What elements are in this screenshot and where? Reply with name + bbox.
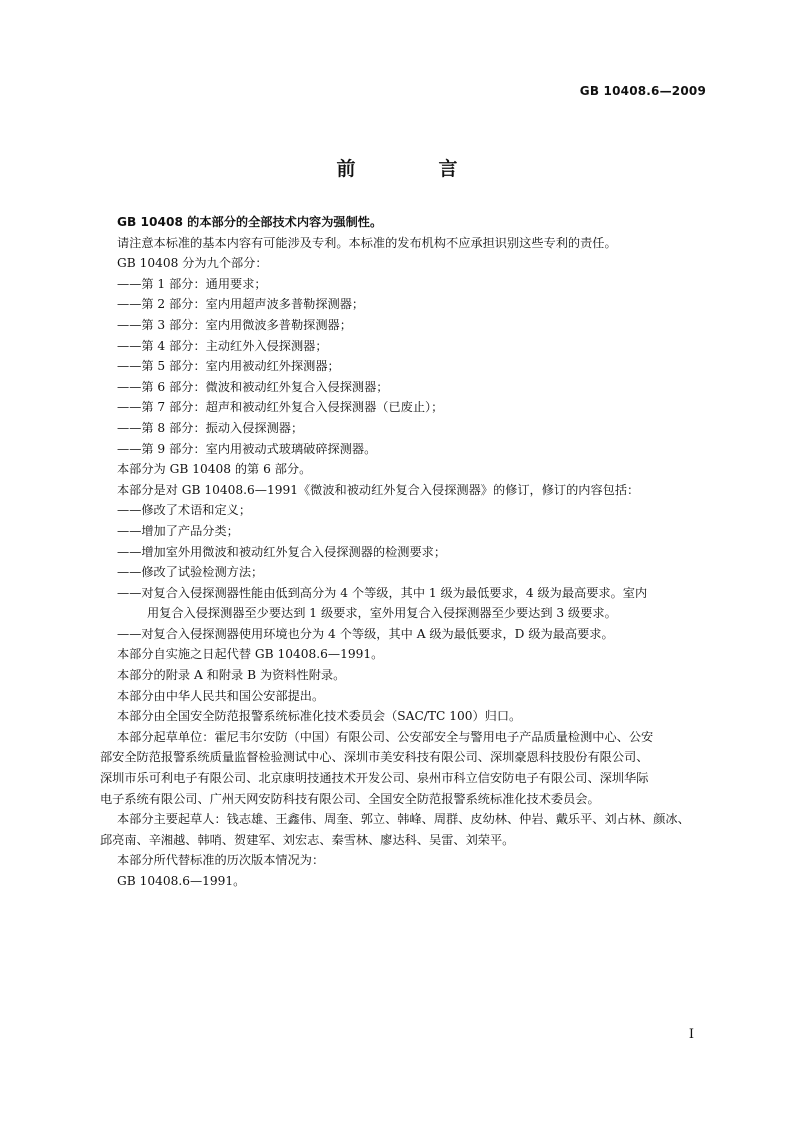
foreword-line: 本部分自实施之日起代替 GB 10408.6—1991。	[117, 647, 384, 662]
foreword-line: 本部分为 GB 10408 的第 6 部分。	[117, 462, 312, 477]
foreword-line: ——对复合入侵探测器使用环境也分为 4 个等级，其中 A 级为最低要求，D 级为最高要求。	[117, 626, 614, 641]
foreword-line: ——第 4 部分：主动红外入侵探测器；	[117, 338, 328, 353]
foreword-line: GB 10408 的本部分的全部技术内容为强制性。	[117, 215, 383, 229]
foreword-line: ——增加室外用微波和被动红外复合入侵探测器的检测要求；	[117, 544, 447, 559]
foreword-line: 本部分所代替标准的历次版本情况为：	[117, 853, 325, 868]
foreword-line: GB 10408 分为九个部分：	[117, 256, 268, 271]
foreword-line: GB 10408.6—1991。	[117, 874, 246, 888]
foreword-line: ——第 2 部分：室内用超声波多普勒探测器；	[117, 297, 365, 312]
foreword-line: ——第 1 部分：通用要求；	[117, 276, 267, 291]
foreword-line: ——增加了产品分类；	[117, 523, 239, 538]
document-number: GB 10408.6—2009	[579, 84, 706, 98]
foreword-line: 深圳市乐可利电子有限公司、北京康明技通技术开发公司、泉州市科立信安防电子有限公司、深圳华际	[100, 771, 649, 786]
foreword-line: 本部分由中华人民共和国公安部提出。	[117, 688, 325, 703]
foreword-line: ——第 9 部分：室内用被动式玻璃破碎探测器。	[117, 441, 377, 456]
page-title: 前 言	[336, 158, 490, 180]
foreword-line: 用复合入侵探测器至少要达到 1 级要求，室外用复合入侵探测器至少要达到 3 级要求。	[147, 606, 617, 621]
foreword-line: ——第 3 部分：室内用微波多普勒探测器；	[117, 317, 352, 332]
foreword-line: 本部分由全国安全防范报警系统标准化技术委员会（SAC/TC 100）归口。	[117, 709, 522, 724]
foreword-line: ——修改了试验检测方法；	[117, 565, 264, 580]
foreword-line: 电子系统有限公司、广州天网安防科技有限公司、全国安全防范报警系统标准化技术委员会。	[100, 791, 600, 806]
foreword-line: 本部分主要起草人：钱志雄、王鑫伟、周奎、郭立、韩峰、周群、皮幼林、仲岩、戴乐平、刘占林、颜冰、	[117, 812, 690, 827]
foreword-line: ——第 7 部分：超声和被动红外复合入侵探测器（已废止）；	[117, 400, 444, 415]
foreword-line: 邱亮南、辛湘越、韩哨、贺建军、刘宏志、秦雪林、廖达科、吴雷、刘荣平。	[100, 832, 515, 847]
foreword-line: ——第 6 部分：微波和被动红外复合入侵探测器；	[117, 379, 389, 394]
foreword-line: ——对复合入侵探测器性能由低到高分为 4 个等级，其中 1 级为最低要求，4 级为最高要求。室内	[117, 585, 648, 600]
foreword-line: 本部分的附录 A 和附录 B 为资料性附录。	[117, 668, 346, 683]
foreword-line: 请注意本标准的基本内容有可能涉及专利。本标准的发布机构不应承担识别这些专利的责任。	[117, 235, 617, 250]
foreword-line: 本部分是对 GB 10408.6—1991《微波和被动红外复合入侵探测器》的修订，修订的内容包括：	[117, 482, 640, 497]
foreword-line: ——第 5 部分：室内用被动红外探测器；	[117, 359, 340, 374]
foreword-line: ——第 8 部分：振动入侵探测器；	[117, 420, 304, 435]
foreword-line: 本部分起草单位：霍尼韦尔安防（中国）有限公司、公安部安全与警用电子产品质量检测中心、公安	[117, 729, 654, 744]
foreword-line: ——修改了术语和定义；	[117, 503, 252, 518]
foreword-line: 部安全防范报警系统质量监督检验测试中心、深圳市美安科技有限公司、深圳豪恩科技股份有限公司、	[100, 750, 649, 765]
foreword-body	[100, 212, 707, 892]
page-number: I	[688, 1027, 694, 1042]
